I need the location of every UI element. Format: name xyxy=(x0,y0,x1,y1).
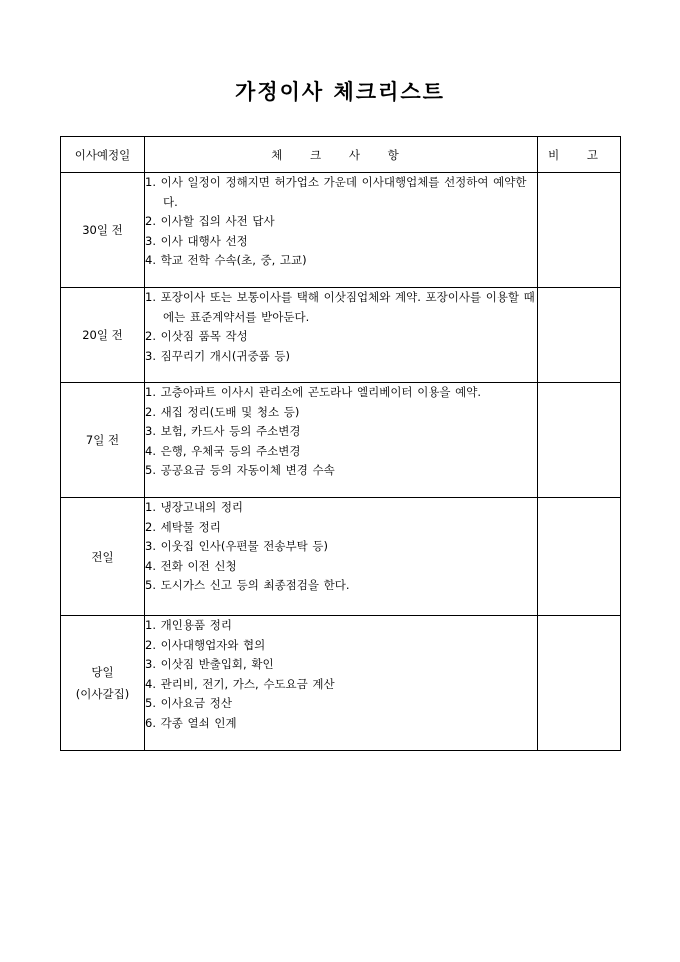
header-remarks xyxy=(538,137,621,173)
schedule-cell xyxy=(61,288,145,383)
check-items-list xyxy=(145,173,537,271)
schedule-label: 전일 xyxy=(91,549,114,564)
schedule-cell xyxy=(61,173,145,288)
check-items-list xyxy=(145,383,537,481)
schedule-label: (이사갈집) xyxy=(75,687,130,701)
check-items-cell xyxy=(145,173,538,288)
check-item: 6. 각종 열쇠 인계 xyxy=(145,715,237,730)
check-item: 1. 냉장고내의 정리 xyxy=(145,500,244,514)
table-row xyxy=(61,616,621,751)
header-check-items xyxy=(145,137,538,173)
check-item: 3. 짐꾸리기 개시(귀중품 등) xyxy=(145,348,291,363)
check-item: 1. 이사 일정이 정해지면 허가업소 가운데 이사대행업체를 선정하여 예약한다. xyxy=(145,175,527,209)
check-item: 1. 고층아파트 이사시 관리소에 곤도라나 엘리베이터 이용을 예약. xyxy=(145,385,482,399)
schedule-cell xyxy=(61,616,145,751)
check-item: 2. 이삿짐 품목 작성 xyxy=(145,329,248,343)
schedule-cell xyxy=(61,383,145,498)
check-item: 3. 이사 대행사 선정 xyxy=(145,233,248,248)
check-item: 2. 새집 정리(도배 및 청소 등) xyxy=(145,404,300,419)
document-title: 가정이사 체크리스트 xyxy=(235,79,445,104)
remarks-cell xyxy=(538,498,621,616)
header-check-items-label: 체 크 사 항 xyxy=(271,147,411,162)
check-item: 5. 공공요금 등의 자동이체 변경 수속 xyxy=(145,463,335,477)
check-item: 3. 보험, 카드사 등의 주소변경 xyxy=(145,424,301,438)
check-item: 4. 은행, 우체국 등의 주소변경 xyxy=(145,443,301,458)
check-item: 3. 이삿짐 반출입회, 확인 xyxy=(145,657,274,671)
schedule-label: 당일 xyxy=(91,665,114,679)
check-items-cell xyxy=(145,498,538,616)
check-items-list xyxy=(145,498,537,596)
schedule-cell xyxy=(61,498,145,616)
check-item: 2. 이사할 집의 사전 답사 xyxy=(145,214,275,228)
schedule-label: 7일 전 xyxy=(85,433,120,447)
check-items-list xyxy=(145,288,537,366)
table-row xyxy=(61,173,621,288)
check-item: 5. 도시가스 신고 등의 최종점검을 한다. xyxy=(145,578,350,592)
check-item: 4. 전화 이전 신청 xyxy=(145,558,237,573)
check-item: 1. 개인용품 정리 xyxy=(145,618,232,632)
remarks-cell xyxy=(538,383,621,498)
check-item: 1. 포장이사 또는 보통이사를 택해 이삿짐업체와 계약. 포장이사를 이용할 때에는 표준계약서를 받아둔다. xyxy=(145,290,535,324)
check-items-cell xyxy=(145,383,538,498)
check-item: 5. 이사요금 정산 xyxy=(145,696,232,710)
check-item: 2. 이사대행업자와 협의 xyxy=(145,637,266,652)
check-items-list xyxy=(145,616,537,733)
check-item: 3. 이웃집 인사(우편물 전송부탁 등) xyxy=(145,539,328,553)
header-schedule: 이사예정일 xyxy=(61,137,145,173)
moving-checklist-table xyxy=(60,136,621,751)
check-item: 4. 관리비, 전기, 가스, 수도요금 계산 xyxy=(145,676,335,691)
schedule-label: 20일 전 xyxy=(82,328,123,342)
remarks-cell xyxy=(538,173,621,288)
table-row xyxy=(61,288,621,383)
check-item: 4. 학교 전학 수속(초, 중, 고교) xyxy=(145,253,307,267)
header-remarks-label: 비 고 xyxy=(548,147,610,162)
check-items-cell xyxy=(145,288,538,383)
remarks-cell xyxy=(538,288,621,383)
schedule-label: 30일 전 xyxy=(82,223,123,237)
table-row xyxy=(61,498,621,616)
check-items-cell xyxy=(145,616,538,751)
remarks-cell xyxy=(538,616,621,751)
table-header-row xyxy=(61,137,621,173)
table-row xyxy=(61,383,621,498)
check-item: 2. 세탁물 정리 xyxy=(145,519,221,534)
